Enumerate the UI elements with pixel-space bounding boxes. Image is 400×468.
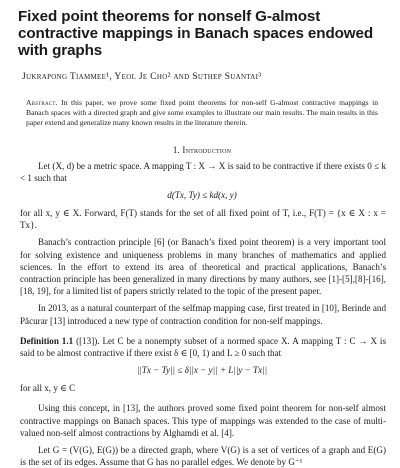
definition-text: ([13]). Let C be a nonempty subset of a normed space X. A mapping T : C → X is said to be almost contractive if there exist δ ∈ [0, 1) and L ≥ 0 such that — [20, 335, 386, 359]
paragraph-1b: for all x, y ∈ X. Forward, F(T) stands for the set of all fixed point of T, i.e., F(T) = {x ∈ X : x = Tx}. — [20, 208, 386, 231]
paragraph-1: Let (X, d) be a metric space. A mapping T : X → X is said to be contractive if there exists 0 ≤ k < 1 such that — [20, 160, 386, 183]
equation-2: ||Tx − Ty|| ≤ δ||x − y|| + L||y − Tx|| — [136, 365, 268, 376]
paper-page — [0, 8, 400, 468]
definition-1-1 — [20, 335, 386, 359]
paragraph-3: In 2013, as a natural counterpart of the selfmap mapping case, first treated in [10], Berinde and Păcurar [13] introduced a new type of contraction condition for non-self mappings. — [20, 303, 386, 326]
abstract-label: Abstract. — [26, 98, 58, 107]
paragraph-4: for all x, y ∈ C — [20, 383, 76, 394]
equation-1: d(Tx, Ty) ≤ kd(x, y) — [167, 190, 237, 201]
section-heading: 1. Introduction — [172, 144, 232, 155]
paragraph-5: Using this concept, in [13], the authors proved some fixed point theorem for non-self almost contractive mappings on Banach spaces. This type of mappings was extended to the case of multi-valued non-self almost contractions by Alghamdi et al. [4]. — [20, 403, 386, 438]
paper-authors: Jukrapong Tiammee¹, Yeol Je Cho² and Suthep Suantai³ — [22, 71, 262, 82]
definition-label: Definition 1.1 — [20, 335, 74, 346]
paper-title: Fixed point theorems for nonself G-almost contractive mappings in Banach spaces endowed with graphs — [18, 8, 374, 59]
paragraph-2: Banach’s contraction principle [6] (or Banach’s fixed point theorem) is a very important tool for solving existence and uniqueness problems in many branches of mathematics and applied sciences. In the effort to extend its area of theoretical and practical applications, Banach’s contraction principle has been generalized in many directions by many authors, see [1]-[5],[8]-[16],[18, 19], for a limited list of papers strictly related to the topic of the present paper. — [20, 237, 386, 297]
abstract — [26, 98, 378, 129]
paragraph-6: Let G = (V(G), E(G)) be a directed graph, where V(G) is a set of vertices of a graph and E(G) is the set of its edges. Assume that G has no parallel edges. We denote by G⁻¹ — [20, 445, 386, 468]
abstract-text: In this paper, we prove some fixed point theorems for non-self G-almost contractive mappings in Banach spaces with a directed graph and give some examples to illustrate our main results. The main results in this paper extend and generalize many known results in the literature therein. — [26, 98, 378, 128]
